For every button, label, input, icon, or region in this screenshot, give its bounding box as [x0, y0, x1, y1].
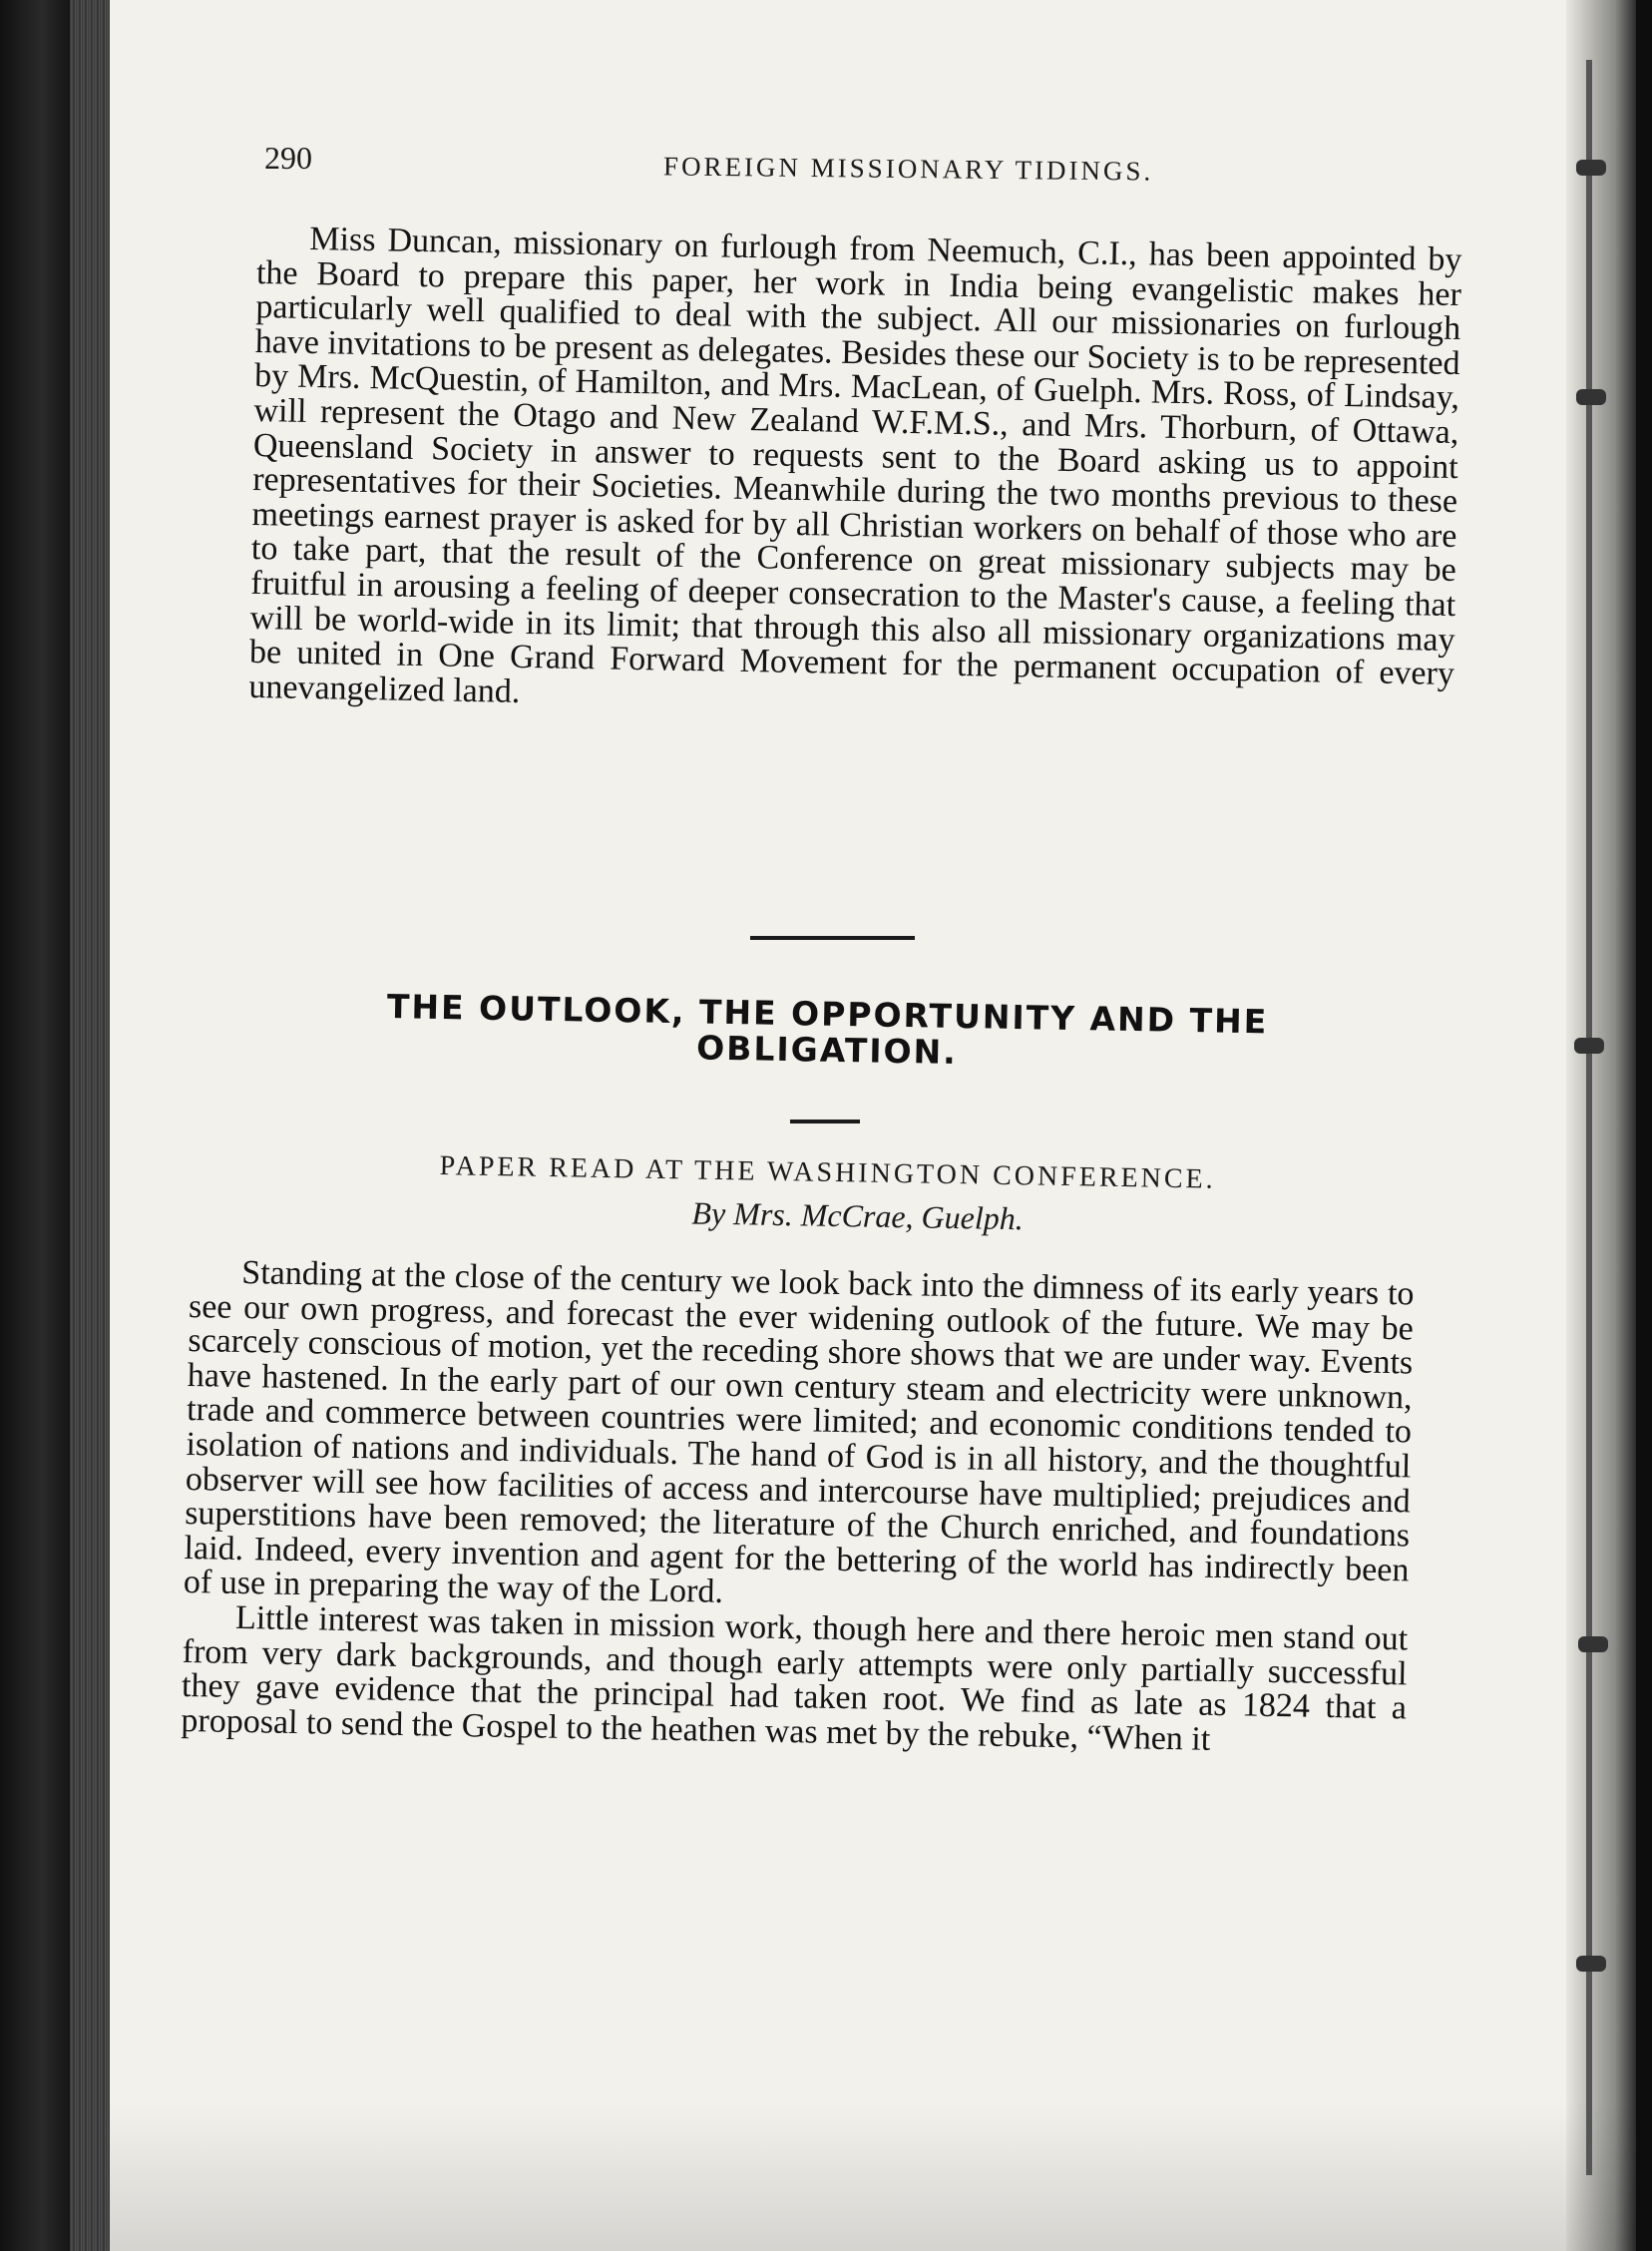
page-bottom-shadow — [110, 2101, 1636, 2251]
title-divider — [790, 1120, 860, 1124]
article-byline: By Mrs. McCrae, Guelph. — [691, 1194, 1025, 1237]
binding-clip — [1576, 160, 1606, 176]
running-head — [165, 140, 1481, 200]
intro-section — [248, 222, 1462, 726]
binding-clip — [1578, 1636, 1608, 1652]
binding-clip — [1576, 389, 1606, 405]
article-title: THE OUTLOOK, THE OPPORTUNITY AND THE OBLIGATION. — [386, 987, 1269, 1072]
page-right-shadow — [1566, 0, 1636, 2251]
section-divider — [750, 936, 915, 940]
binding-clip — [1576, 1956, 1606, 1972]
article-body — [181, 1255, 1415, 1761]
book-edge — [0, 0, 70, 2251]
article-paragraph: Standing at the close of the century we look back into the dimness of its early years to see our own progress, and forecast the ever widening outlook of the future. We may be scarcely conscious of motion, yet the receding shore shows that we are under way. Events have hastened. In the early part of our own century steam and electricity were unknown, trade and commerce between countries were limited; and economic conditions tended to isolation of nations and individuals. The hand of God is in all history, and the thoughtful observer will see how facilities of access and intercourse have multiplied; prejudices and superstitions have been removed; the literature of the Church enriched, and foundations laid. Indeed, every invention and agent for the bettering of the world has indirectly been of use in preparing the way of the Lord. — [183, 1253, 1415, 1611]
article-subheading: PAPER READ AT THE WASHINGTON CONFERENCE. — [439, 1150, 1216, 1195]
page-number: 290 — [264, 140, 312, 176]
article-paragraph: Little interest was taken in mission work, though here and there heroic men stand out from very dark backgrounds, and though early attempts were only partially successful they gave evidence that the principal had taken root. We find as late as 1824 that a proposal to send the Gospel to the heathen was met by the rebuke, “When it — [181, 1598, 1409, 1758]
binding-thread — [1586, 60, 1592, 2175]
binding-clip — [1574, 1038, 1604, 1054]
intro-paragraph: Miss Duncan, missionary on furlough from Neemuch, C.I., has been appointed by the Board to prepare this paper, her work in India being evangelistic makes her particularly well qualified to deal with the subject. All our missionaries on furlough have invitations to be present as delegates. Besides these our Society is to be represented by Mrs. McQuestin, of Hamilton, and Mrs. MacLean, of Guelph. Mrs. Ross, of Lindsay, will represent the Otago and New Zealand W.F.M.S., and Mrs. Thorburn, of Ottawa, Queensland Society in answer to requests sent to the Board asking us to appoint representatives for their Societies. Meanwhile during the two months previous to these meetings earnest prayer is asked for by all Christian workers on behalf of those who are to take part, that the result of the Conference on great missionary subjects may be fruitful in arousing a feeling of deeper consecration to the Master's cause, a feeling that will be world-wide in its limit; that through this also all missionary organizations may be united in One Grand Forward Movement for the permanent occupation of every unevangelized land. — [248, 220, 1462, 710]
running-head-title: FOREIGN MISSIONARY TIDINGS. — [662, 151, 1154, 187]
